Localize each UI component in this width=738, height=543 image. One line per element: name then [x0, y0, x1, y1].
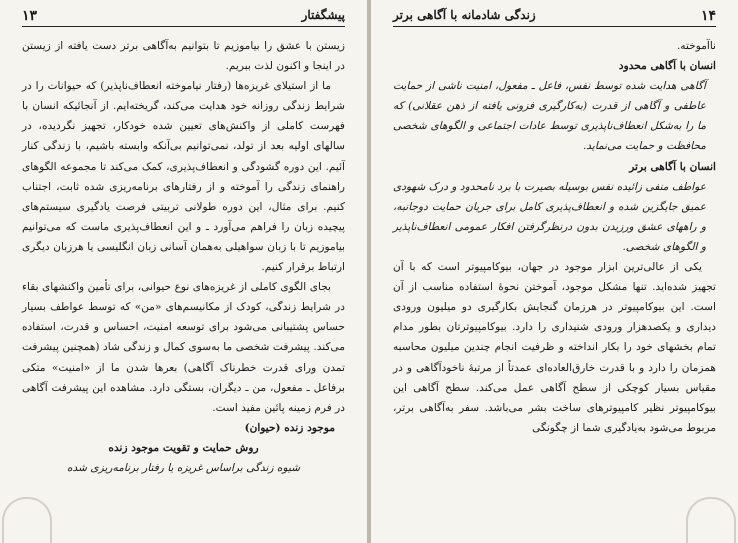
page-body: [22, 36, 345, 478]
intro-line: ناآموخته.: [676, 40, 716, 52]
page-header: [22, 6, 345, 27]
left-page: [0, 0, 367, 543]
page-number: ۱۳: [22, 8, 38, 24]
section-label: موجود زنده (حیوان): [244, 421, 335, 434]
paragraph: ما از استیلای غریزه‌ها (رفتار نیاموخته انعطاف‌ناپذیر) که حیوانات را در شرایط زندگی روزانه خود هدایت می‌کند، گریخته‌ایم. از آنجائیکه انسان با فهرست کاملی از واکنش‌های تعیین شده خودکار، تجهیز نگردیده، در سالهای اولیه بعد از تولد، نمی‌توانیم بی‌آنکه وابسته باشیم، با زندگی کنار آئیم. این دوره گشودگی و انعطاف‌پذیری، کمک می‌کند تا مجموعه الگوهای راهنمای زندگی را آموخته و از رفتارهای برنامه‌ریزی شده ثابت، اجتناب کنیم. برای مثال، این دوره طولانی تربیتی فرصت یادگیری سیستم‌های پیچیده زبان را فراهم می‌آورد ـ و این انعطاف‌پذیری ماست که می‌توانیم بیاموزیم تا با زبان سواهیلی به‌همان آسانی زبان انگلیسی یا هرزبان دیگری ارتباط برقرار کنیم.: [22, 80, 345, 274]
paragraph: بجای الگوی کاملی از غریزه‌های نوع حیوانی، برای تأمین واکنشهای بقاء در شرایط زندگی، کودک از مکانیسم‌های «من» که توسط عواطف بسیار حساس پشتیبانی می‌شود برای توسعه امنیت، احساس و قدرت، استفاده می‌کند. پیشرفت شخصی ما به‌سوی کمال و زندگی شاد (همچنین پیشرفت تمدن ورای قدرت خطرناک آگاهی) بعرها شدن ما از «امنیت» متکی برفاعل ـ مفعول، من ـ دیگران، بستگی دارد. مشاهده این پیشرفت آگاهی در فرم زمینه پائین مفید است.: [22, 281, 345, 414]
page-header: [393, 6, 716, 27]
section-text: عواطف منفی زائیده نفس بوسیله بصیرت با برد نامحدود و درک شهودی عمیق جایگزین شده و انعطاف‌پذیری کامل برای جریان حمایت دوجانبه، و راههای عشق ورزیدن بدون درنظرگرفتن افکار عمومی انعطاف‌ناپذیر و الگوهای شخصی.: [393, 180, 706, 253]
paragraph: یکی از عالی‌ترین ابزار موجود در جهان، بیوکامپیوتر است که با آن تجهیز شده‌اید. تنها مشکل موجود، آموختن نحوهٔ استفاده مناسب از آن است. این بیوکامپیوتر در هرزمان گنجایش بکارگیری دو میلیون ورودی دیداری و یکصدهزار ورودی شنیداری را دارد. بیوکامپیوترتان بطور مدام تمام بخشهای خود را بکار انداخته و ظرفیت انجام چندین میلیون محاسبه همزمان را دارد و با قدرت خارق‌العاده‌ای عمدتاً از مرتبهٔ ناخودآگاهی و در مقیاس بسیار کوچکی از سطح آگاهی عمل می‌کند. سطح آگاهی این بیوکامپیوتر نظیر کامپیوترهای ساخت بشر می‌باشد. سفر به‌آگاهی برتر، مربوط می‌شود به‌یادگیری شما از چگونگی: [393, 261, 717, 434]
section-heading: انسان با آگاهی محدود: [618, 60, 716, 73]
section-heading: انسان با آگاهی برتر: [629, 160, 716, 173]
page-body: [393, 36, 716, 438]
page-number: ۱۴: [700, 8, 716, 24]
right-page: [371, 0, 738, 543]
subheading: روش حمایت و تقویت موجود زنده: [108, 441, 259, 454]
section-text: آگاهی هدایت شده توسط نفس، فاعل ـ مفعول، امنیت ناشی از حمایت عاطفی و آگاهی از قدرت (به‌کارگیری فزونی یافته از ذهن عقلانی) که ما را به‌شکل انعطاف‌ناپذیری توسط عادات اجتماعی و الگوهای شخصی محافظت و حمایت می‌نماید.: [393, 80, 706, 153]
library-stamp-mark: [686, 497, 736, 543]
running-title: پیشگفتار: [301, 8, 345, 22]
italic-line: شیوه زندگی براساس غریزه یا رفتار برنامه‌ریزی شده: [66, 461, 301, 474]
running-title: زندگی شادمانه با آگاهی برتر: [393, 8, 536, 22]
library-stamp-mark: [2, 497, 52, 543]
paragraph: زیستن با عشق را بیاموزیم تا بتوانیم به‌آگاهی برتر دست یافته از زیستن در اینجا و اکنون لذت ببریم.: [22, 40, 345, 73]
